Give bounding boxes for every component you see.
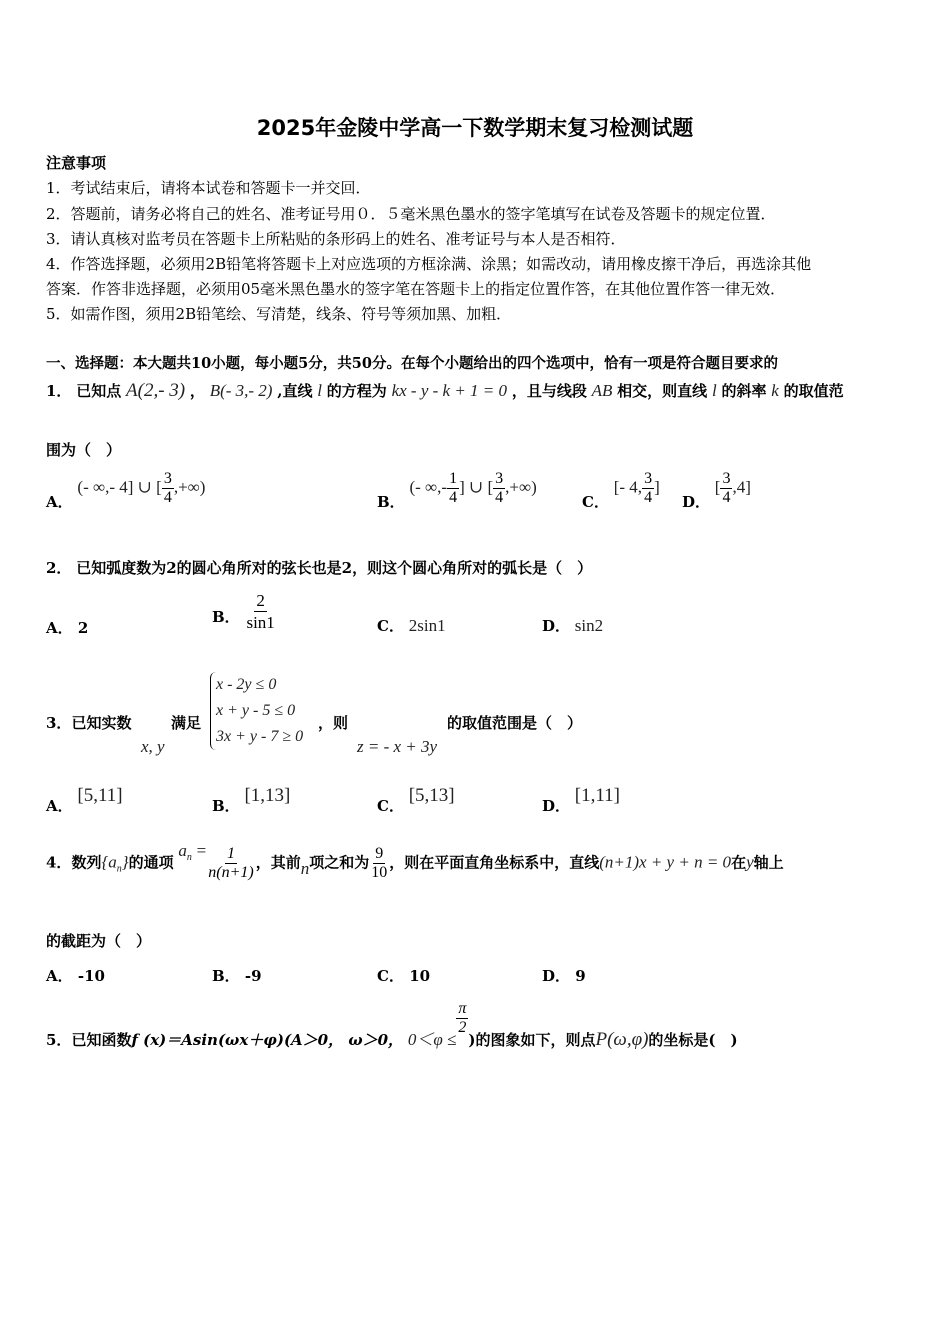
q4-term: a — [178, 840, 187, 860]
q4-sequence: {a — [101, 852, 117, 872]
fraction — [244, 590, 276, 633]
question-5 — [46, 1000, 738, 1050]
q5-number: 5． — [46, 1030, 72, 1049]
q1-text: 已知点 — [76, 382, 122, 400]
constraint-3: 3x + y - 7 ≥ 0 — [216, 728, 304, 745]
option-value: 2sin1 — [408, 616, 446, 635]
q1-option-d[interactable] — [682, 470, 751, 511]
option-value: [5,13] — [408, 785, 455, 806]
q1-sep: ， — [189, 382, 205, 400]
q3-variables: x, y — [141, 737, 165, 756]
q1-text: 的方程为 — [326, 382, 387, 400]
q5-function: f (x)＝Asin(ωx＋φ)(A＞0， ω＞0， — [131, 1030, 404, 1049]
option-value: [5,11] — [77, 785, 123, 806]
numerator: 2 — [256, 591, 265, 610]
fraction — [206, 845, 255, 882]
numerator: 3 — [495, 470, 504, 487]
option-value: ] — [654, 477, 660, 497]
constraint-1: x - 2y ≤ 0 — [216, 676, 277, 693]
numerator: 1 — [226, 845, 235, 862]
q4-text: 在 — [731, 853, 747, 872]
option-label: B． — [212, 607, 240, 626]
q2-number: 2． — [46, 559, 72, 577]
option-label: D． — [682, 492, 711, 511]
q4-term-sub: n — [186, 851, 192, 863]
q1-number: 1． — [46, 382, 72, 400]
notice-item-1: 1．考试结束后，请将本试卷和答题卡一并交回． — [46, 179, 371, 197]
denominator: 4 — [722, 489, 731, 506]
q4-equals: = — [196, 840, 207, 860]
q1-point-b: B(- 3,- 2) — [209, 381, 273, 400]
denominator: 10 — [371, 864, 388, 881]
q1-line-l: l — [711, 381, 717, 400]
q4-sequence-end: } — [121, 852, 129, 872]
q1-text: 相交，则直线 — [617, 382, 708, 400]
option-value: 9 — [575, 967, 586, 985]
q1-option-b[interactable] — [377, 470, 537, 511]
q5-point-p: P(ω,φ) — [595, 1028, 649, 1050]
option-value: 2 — [77, 619, 89, 637]
q4-text: 轴上 — [753, 853, 784, 872]
fraction — [369, 845, 389, 882]
q4-number: 4． — [46, 853, 72, 872]
notice-item-4-cont: 答案．作答非选择题，必须用05毫米黑色墨水的签字笔在答题卡上的指定位置作答，在其他位置作答一律无效． — [46, 280, 786, 298]
option-label: A． — [46, 492, 73, 511]
q3-text: 的取值范围是（ ） — [447, 714, 583, 732]
option-label: B． — [212, 967, 240, 985]
option-label: D． — [542, 967, 571, 985]
option-value: [1,11] — [574, 785, 620, 806]
q1-option-a[interactable] — [46, 470, 206, 511]
q4-n: n — [300, 858, 310, 878]
q4-text-cont: 的截距为（ ） — [46, 932, 152, 950]
q1-text-cont: 围为（ ） — [46, 441, 122, 459]
q4-option-d[interactable] — [542, 965, 586, 986]
option-label: C． — [582, 492, 609, 511]
option-value: (- ∞,- 4] ∪ [ — [77, 477, 162, 497]
option-label: A． — [46, 967, 73, 985]
q5-condition: 0＜φ ≤ — [407, 1029, 457, 1049]
q4-text: ，则在平面直角坐标系中，直线 — [389, 853, 600, 872]
q3-option-d[interactable] — [542, 785, 620, 815]
section-title: 一、选择题：本大题共10小题，每小题5分，共50分。在每个小题给出的四个选项中，恰有一项是符合题目要求的 — [46, 355, 778, 372]
denominator: 2 — [458, 1019, 467, 1036]
denominator: 4 — [449, 489, 458, 506]
q1-line-equation: kx - y - k + 1 = 0 — [391, 381, 508, 400]
q1-text: ,直线 — [277, 382, 313, 400]
option-value: [1,13] — [244, 785, 291, 806]
q1-text: ，且与线段 — [511, 382, 587, 400]
option-label: B． — [212, 797, 240, 815]
q4-text: ，其前 — [255, 853, 301, 872]
option-value: (- ∞,- — [409, 477, 448, 497]
q1-option-c[interactable] — [582, 470, 660, 511]
option-value: -10 — [77, 967, 105, 985]
q5-text: )的图象如下，则点 — [468, 1030, 596, 1049]
notice-heading: 注意事项 — [46, 154, 107, 172]
q1-text: 的斜率 — [721, 382, 767, 400]
q3-option-a[interactable] — [46, 785, 123, 815]
q3-objective: z = - x + 3y — [357, 737, 438, 756]
numerator: 1 — [449, 470, 458, 487]
q5-text: 的坐标是( ) — [648, 1030, 738, 1049]
option-value: ,+∞) — [173, 477, 206, 497]
q4-text: 项之和为 — [309, 853, 370, 872]
denominator: 4 — [644, 489, 653, 506]
q4-text: 的通项 — [128, 853, 174, 872]
notice-item-4: 4．作答选择题，必须用2B铅笔将答题卡上对应选项的方框涂满、涂黑；如需改动，请用橡皮擦干净后，再选涂其他 — [46, 255, 812, 273]
q3-option-b[interactable] — [212, 785, 291, 815]
q4-option-c[interactable] — [377, 965, 430, 986]
q3-number: 3． — [46, 714, 72, 732]
numerator: π — [458, 1000, 467, 1017]
q1-segment-ab: AB — [591, 381, 613, 400]
q1-text: 的取值范 — [783, 382, 844, 400]
question-3 — [46, 712, 131, 733]
option-label: C． — [377, 797, 404, 815]
q3-text: ，则 — [318, 714, 349, 732]
q3-constraint-system — [210, 672, 303, 750]
option-value: [- 4, — [613, 477, 643, 497]
option-label: C． — [377, 617, 404, 635]
constraint-2: x + y - 5 ≤ 0 — [216, 702, 296, 719]
option-value: sin2 — [574, 616, 604, 635]
denominator: sin1 — [246, 613, 275, 632]
notice-item-3: 3．请认真核对监考员在答题卡上所粘贴的条形码上的姓名、准考证号与本人是否相符． — [46, 230, 626, 248]
q3-option-c[interactable] — [377, 785, 455, 815]
question-2 — [46, 557, 592, 578]
q4-option-b[interactable] — [212, 965, 262, 986]
numerator: 3 — [163, 470, 172, 487]
fraction — [493, 470, 505, 507]
denominator: 4 — [495, 489, 504, 506]
q3-text: 已知实数 — [71, 714, 132, 732]
page-title: 2025年金陵中学高一下数学期末复习检测试题 — [256, 116, 694, 140]
fraction — [162, 470, 174, 507]
q4-sequence-sub: n — [116, 863, 122, 875]
question-4 — [46, 840, 784, 882]
option-value: ,4] — [732, 477, 751, 497]
option-value: ] ∪ [ — [459, 477, 494, 497]
option-value: 10 — [409, 967, 431, 985]
option-label: B． — [377, 492, 405, 511]
fraction — [447, 470, 459, 507]
q2-option-d[interactable] — [542, 615, 603, 636]
question-1 — [46, 380, 844, 402]
q1-line-l: l — [317, 381, 322, 400]
notice-item-2: 2．答题前，请务必将自己的姓名、准考证号用０．５毫米黑色墨水的签字笔填写在试卷及答题卡的规定位置． — [46, 205, 776, 223]
option-label: A． — [46, 619, 73, 637]
q4-line-equation: (n+1)x + y + n = 0 — [599, 852, 732, 872]
fraction — [720, 470, 732, 507]
numerator: 3 — [722, 470, 731, 487]
option-value: [ — [714, 477, 721, 497]
option-value: ,+∞) — [505, 477, 537, 497]
q2-option-b[interactable] — [212, 590, 277, 633]
fraction — [456, 1000, 468, 1037]
q1-point-a: A(2,- 3) — [126, 380, 186, 401]
q2-option-c[interactable] — [377, 615, 446, 636]
numerator: 3 — [644, 470, 653, 487]
fraction — [642, 470, 654, 507]
q4-y-axis: y — [746, 852, 754, 872]
q4-option-a[interactable] — [46, 965, 105, 986]
denominator: 4 — [163, 489, 172, 506]
denominator: n(n+1) — [208, 864, 254, 881]
option-label: A． — [46, 797, 73, 815]
q2-option-a[interactable] — [46, 617, 88, 638]
q4-text: 数列 — [71, 853, 102, 872]
q3-text: 满足 — [171, 714, 202, 732]
q2-text: 已知弧度数为2的圆心角所对的弦长也是2，则这个圆心角所对的弧长是（ ） — [76, 559, 593, 577]
notice-item-5: 5．如需作图，须用2B铅笔绘、写清楚，线条、符号等须加黑、加粗． — [46, 305, 512, 323]
option-label: C． — [377, 967, 404, 985]
option-label: D． — [542, 617, 571, 635]
q5-text: 已知函数 — [71, 1030, 132, 1049]
option-value: -9 — [244, 967, 262, 985]
numerator: 9 — [375, 845, 384, 862]
q1-slope-k: k — [771, 381, 779, 400]
option-label: D． — [542, 797, 571, 815]
